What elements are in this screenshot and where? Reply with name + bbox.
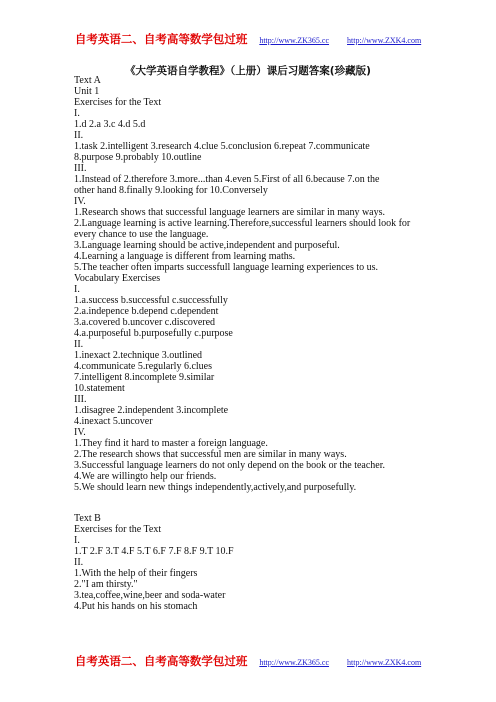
text-line: 7.intelligent 8.incomplete 9.similar bbox=[74, 372, 215, 383]
text-line: 4.a.purposeful b.purposefully c.purpose bbox=[74, 328, 233, 339]
text-line: Vocabulary Exercises bbox=[74, 273, 161, 284]
text-line: 2.Language learning is active learning.Therefore,successful learners should look for bbox=[74, 218, 411, 229]
banner-link-zk365[interactable]: http://www.ZK365.cc bbox=[259, 36, 330, 45]
text-line: 1.task 2.intelligent 3.research 4.clue 5.conclusion 6.repeat 7.communicate bbox=[74, 141, 370, 152]
text-line: 5.The teacher often imparts successfull language learning experiences to us. bbox=[74, 262, 379, 273]
text-line: every chance to use the language. bbox=[74, 229, 209, 240]
text-line: II. bbox=[74, 557, 84, 568]
text-line: 1.T 2.F 3.T 4.F 5.T 6.F 7.F 8.F 9.T 10.F bbox=[74, 546, 234, 557]
document-title: 《大学英语自学教程》（上册）课后习题答案(珍藏版) bbox=[125, 65, 371, 77]
text-line: 5.We should learn new things independently,actively,and purposefully. bbox=[74, 482, 357, 493]
text-line: 1.With the help of their fingers bbox=[74, 568, 198, 579]
text-line: I. bbox=[74, 535, 80, 546]
text-line: 2.a.indepence b.depend c.dependent bbox=[74, 306, 219, 317]
text-line: 4.inexact 5.uncover bbox=[74, 416, 153, 427]
banner-title: 自考英语二、自考高等数学包过班 bbox=[74, 654, 248, 668]
text-line: I. bbox=[74, 108, 80, 119]
banner-link-zxk4[interactable]: http://www.ZXK4.com bbox=[347, 658, 422, 667]
text-a-section bbox=[74, 75, 424, 493]
text-line: II. bbox=[74, 130, 84, 141]
text-b-section bbox=[74, 513, 424, 612]
header-banner bbox=[0, 30, 496, 48]
banner-link-zk365[interactable]: http://www.ZK365.cc bbox=[259, 658, 330, 667]
text-line: 3.Successful language learners do not only depend on the book or the teacher. bbox=[74, 460, 386, 471]
text-line: 8.purpose 9.probably 10.outline bbox=[74, 152, 202, 163]
text-line: Unit 1 bbox=[74, 86, 100, 97]
text-line: 2.The research shows that successful men are similar in many ways. bbox=[74, 449, 347, 460]
text-line: Text B bbox=[74, 513, 101, 524]
text-line: 4.Learning a language is different from learning maths. bbox=[74, 251, 296, 262]
text-line: 10.statement bbox=[74, 383, 125, 394]
text-line: 3.a.covered b.uncover c.discovered bbox=[74, 317, 216, 328]
text-line: Exercises for the Text bbox=[74, 524, 162, 535]
text-line: II. bbox=[74, 339, 84, 350]
text-line: 4.Put his hands on his stomach bbox=[74, 601, 198, 612]
text-line: other hand 8.finally 9.looking for 10.Conversely bbox=[74, 185, 268, 196]
text-line: 1.inexact 2.technique 3.outlined bbox=[74, 350, 203, 361]
text-line: 4.We are willingto help our friends. bbox=[74, 471, 217, 482]
text-line: IV. bbox=[74, 196, 86, 207]
text-line: 3.tea,coffee,wine,beer and soda-water bbox=[74, 590, 226, 601]
text-line: 3.Language learning should be active,independent and purposeful. bbox=[74, 240, 340, 251]
text-line: I. bbox=[74, 284, 80, 295]
text-line: III. bbox=[74, 394, 87, 405]
text-line: 4.communicate 5.regularly 6.clues bbox=[74, 361, 213, 372]
banner-title: 自考英语二、自考高等数学包过班 bbox=[74, 32, 248, 46]
text-line: 1.a.success b.successful c.successfully bbox=[74, 295, 228, 306]
section-gap bbox=[74, 493, 424, 513]
text-line: III. bbox=[74, 163, 87, 174]
document-body bbox=[74, 75, 424, 612]
footer-banner bbox=[0, 652, 496, 670]
banner-link-zxk4[interactable]: http://www.ZXK4.com bbox=[347, 36, 422, 45]
text-line: 2."I am thirsty." bbox=[74, 579, 138, 590]
text-line: Exercises for the Text bbox=[74, 97, 162, 108]
text-line: 1.Research shows that successful language learners are similar in many ways. bbox=[74, 207, 386, 218]
text-line: 1.disagree 2.independent 3.incomplete bbox=[74, 405, 229, 416]
text-line: IV. bbox=[74, 427, 86, 438]
text-line: 1.d 2.a 3.c 4.d 5.d bbox=[74, 119, 146, 130]
text-line: Text A bbox=[74, 75, 101, 86]
text-line: 1.Instead of 2.therefore 3.more...than 4.even 5.First of all 6.because 7.on the bbox=[74, 174, 380, 185]
text-line: 1.They find it hard to master a foreign language. bbox=[74, 438, 268, 449]
